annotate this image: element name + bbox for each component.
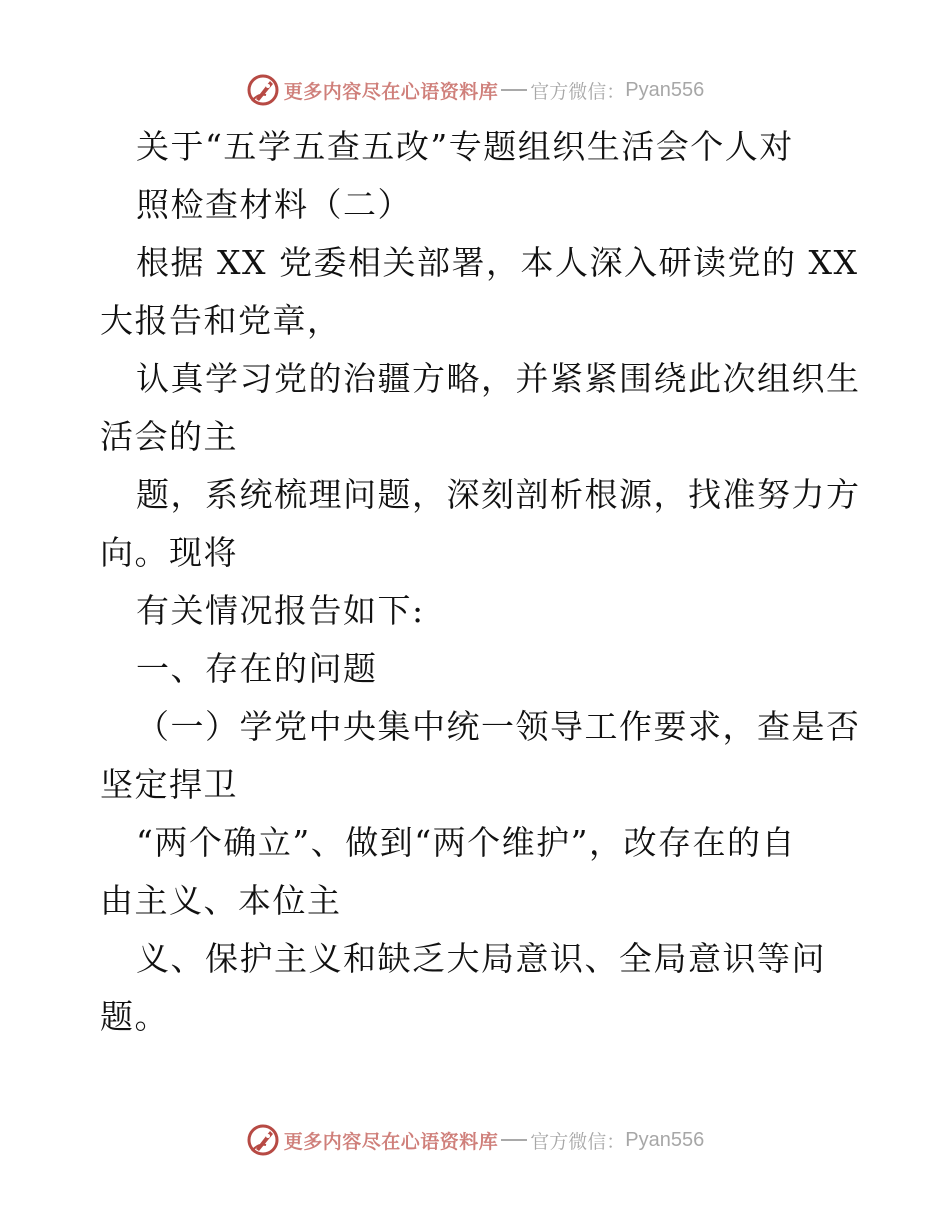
pen-nib-circle-icon [246, 73, 280, 107]
watermark-dash [501, 1139, 527, 1141]
doc-line: 照检查材料（二） [136, 185, 412, 224]
doc-line: 题。 [100, 997, 169, 1036]
doc-line: 认真学习党的治疆方略，并紧紧围绕此次组织生 [136, 359, 861, 398]
doc-line: 义、保护主义和缺乏大局意识、全局意识等问 [136, 939, 826, 978]
doc-line: 根据 XX 党委相关部署，本人深入研读党的 XX [136, 243, 859, 282]
watermark-dash [501, 89, 527, 91]
doc-line: 向。现将 [100, 533, 238, 572]
watermark-wechat-label: 官方微信： [530, 80, 626, 103]
watermark-footer [0, 1120, 950, 1160]
doc-line: “两个确立”、做到“两个维护”，改存在的自 [136, 823, 796, 862]
doc-line: 一、存在的问题 [136, 649, 378, 688]
doc-line: 大报告和党章， [100, 301, 342, 340]
pen-nib-circle-icon [246, 1123, 280, 1157]
watermark-main-text: 更多内容尽在心语资料库 [283, 80, 499, 103]
doc-line: 活会的主 [100, 417, 238, 456]
doc-line: 关于“五学五查五改”专题组织生活会个人对 [136, 127, 794, 166]
doc-line: 由主义、本位主 [100, 881, 342, 920]
doc-line: （一）学党中央集中统一领导工作要求，查是否 [136, 707, 861, 746]
doc-line: 题，系统梳理问题，深刻剖析根源，找准努力方 [136, 475, 861, 514]
doc-line: 坚定捍卫 [100, 765, 238, 804]
doc-line: 有关情况报告如下: [136, 591, 425, 630]
watermark-main-text: 更多内容尽在心语资料库 [283, 1130, 499, 1153]
watermark-wechat-id: Pyan556 [625, 78, 705, 101]
watermark-wechat-id: Pyan556 [625, 1128, 705, 1151]
document-body [100, 118, 860, 1046]
watermark-header [0, 70, 950, 110]
watermark-wechat-label: 官方微信： [530, 1130, 626, 1153]
